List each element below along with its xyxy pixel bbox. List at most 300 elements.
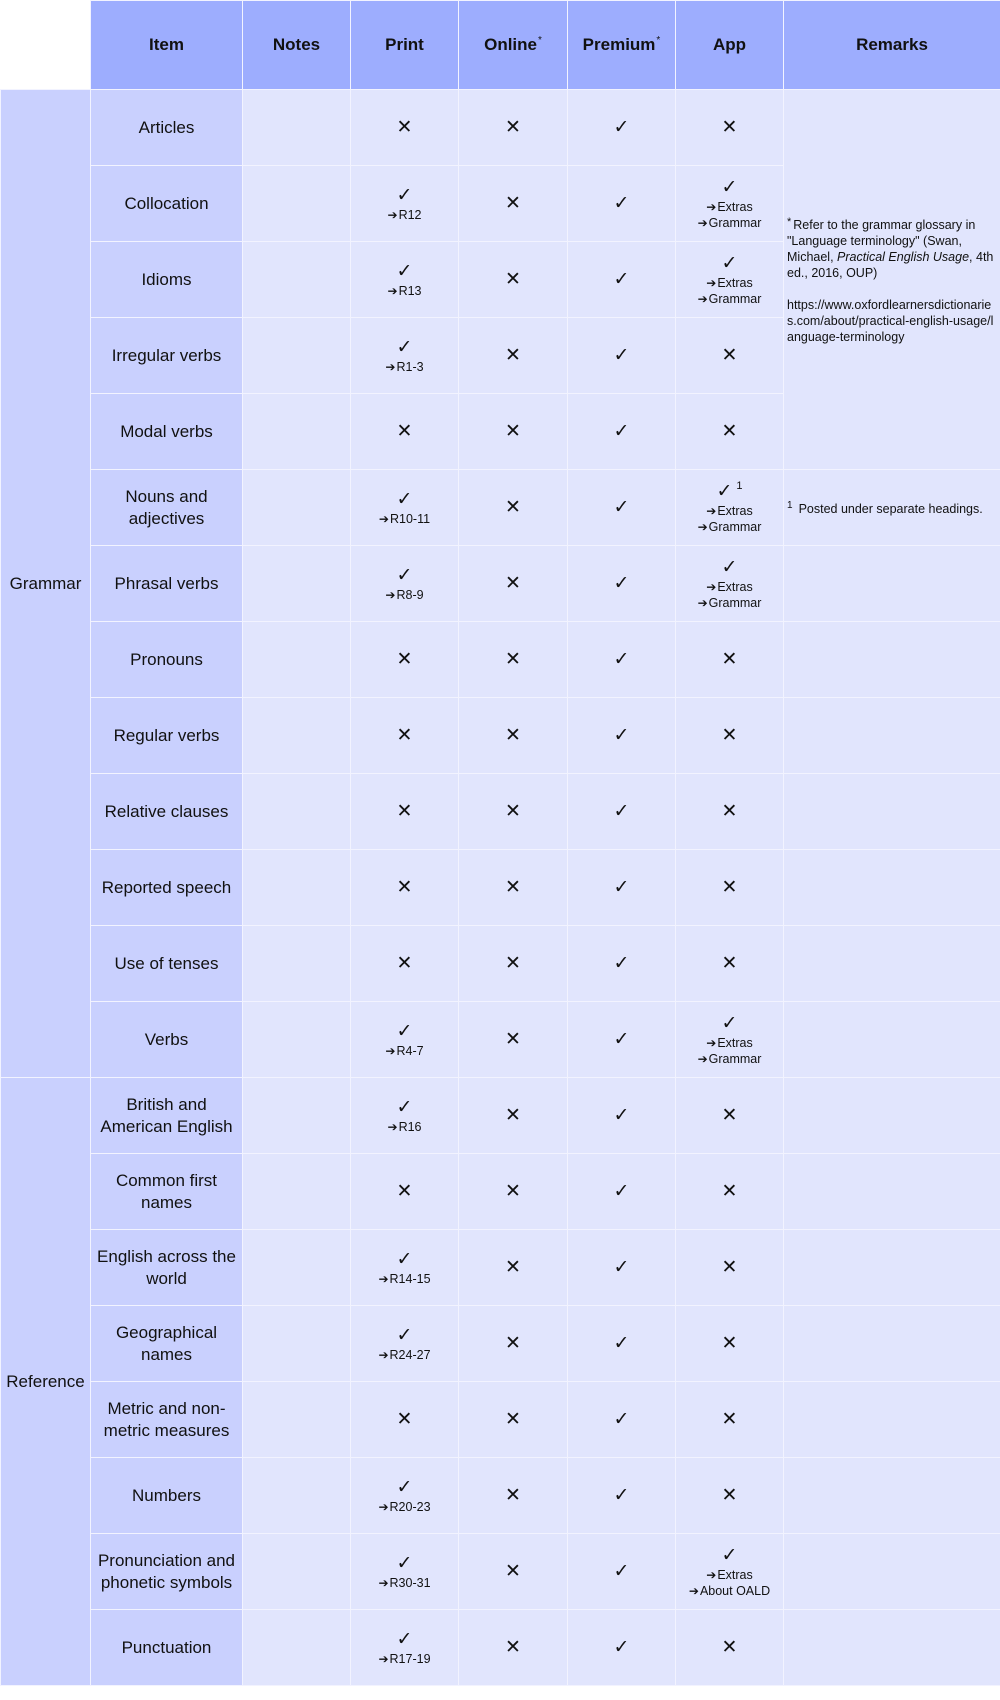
app-cell [676,242,784,318]
item-name: English across the world [91,1230,243,1306]
app-reference-extras: ➔ Extras [676,199,783,215]
app-cell [676,1002,784,1078]
print-cell [351,926,459,1002]
premium-mark: ✓ [613,876,630,898]
premium-cell [568,546,676,622]
item-name: Pronunciation and phonetic symbols [91,1534,243,1610]
premium-cell [568,622,676,698]
premium-mark: ✓ [613,420,630,442]
online-mark: ✕ [505,116,521,138]
online-cell [459,90,568,166]
print-mark: ✓ [396,336,413,358]
notes-cell [243,318,351,394]
app-mark-symbol: ✕ [721,1484,738,1506]
glossary-text-end: , 4th ed., 2016, OUP) [787,250,994,280]
notes-cell [243,166,351,242]
header-online: Online* [459,1,568,90]
app-cell [676,1610,784,1686]
app-cell [676,318,784,394]
app-cell [676,394,784,470]
premium-mark: ✓ [613,1028,630,1050]
app-reference-section: ➔ Grammar [676,1051,783,1067]
online-cell [459,318,568,394]
premium-cell [568,166,676,242]
online-cell [459,242,568,318]
remarks-cell [784,1534,1000,1610]
item-name: Common first names [91,1154,243,1230]
remarks-cell [784,698,1000,774]
premium-cell [568,90,676,166]
premium-mark: ✓ [613,192,630,214]
premium-mark: ✓ [613,1332,630,1354]
online-cell [459,546,568,622]
item-name: Nouns and adjectives [91,470,243,546]
notes-cell [243,546,351,622]
online-mark: ✕ [505,724,521,746]
print-mark: ✕ [396,1408,413,1430]
premium-mark: ✓ [613,1104,630,1126]
table-row [1,1230,1000,1306]
premium-cell [568,1230,676,1306]
notes-cell [243,850,351,926]
print-cell [351,166,459,242]
app-mark-symbol: ✕ [721,952,738,974]
online-cell [459,774,568,850]
app-mark-symbol: ✕ [721,724,738,746]
print-cell [351,1458,459,1534]
online-cell [459,1382,568,1458]
print-mark: ✓ [396,260,413,282]
premium-mark: ✓ [613,1256,630,1278]
app-reference-section: ➔ Grammar [676,291,783,307]
app-mark-symbol: ✕ [721,1104,738,1126]
remarks-cell [784,546,1000,622]
online-cell [459,698,568,774]
app-cell [676,926,784,1002]
app-mark [676,253,783,275]
app-mark-symbol: ✕ [721,344,738,366]
table-row [1,622,1000,698]
item-name: Use of tenses [91,926,243,1002]
app-mark [676,1257,783,1279]
app-mark [676,345,783,367]
print-reference: ➔ R16 [351,1119,458,1135]
print-reference: ➔ R10-11 [351,511,458,527]
premium-cell [568,850,676,926]
notes-cell [243,774,351,850]
header-print: Print [351,1,459,90]
app-reference-section: ➔ About OALD [676,1583,783,1599]
online-mark: ✕ [505,648,521,670]
app-mark-symbol: ✕ [721,876,738,898]
app-cell [676,1078,784,1154]
app-reference-section: ➔ Grammar [676,519,783,535]
premium-cell [568,1382,676,1458]
notes-cell [243,622,351,698]
app-cell [676,546,784,622]
app-mark [676,557,783,579]
print-cell [351,1534,459,1610]
item-name: British and American English [91,1078,243,1154]
remarks-footnote [784,470,1000,546]
app-cell [676,166,784,242]
print-mark: ✓ [396,1476,413,1498]
notes-cell [243,1534,351,1610]
notes-cell [243,470,351,546]
print-cell [351,622,459,698]
app-cell [676,1534,784,1610]
item-name: Idioms [91,242,243,318]
print-mark: ✓ [396,1628,413,1650]
online-mark: ✕ [505,876,521,898]
print-mark: ✕ [396,648,413,670]
online-mark: ✕ [505,344,521,366]
online-cell [459,470,568,546]
premium-cell [568,774,676,850]
app-mark-symbol: ✓ [721,252,738,274]
online-mark: ✕ [505,420,521,442]
app-cell [676,1458,784,1534]
print-reference: ➔ R20-23 [351,1499,458,1515]
app-mark-symbol: ✕ [721,800,738,822]
print-mark: ✓ [396,564,413,586]
item-name: Reported speech [91,850,243,926]
online-mark: ✕ [505,496,521,518]
app-mark [676,1105,783,1127]
app-reference-extras: ➔ Extras [676,1567,783,1583]
table-row [1,1002,1000,1078]
print-cell [351,242,459,318]
app-mark-symbol: ✕ [721,1332,738,1354]
print-cell [351,90,459,166]
remarks-cell [784,1610,1000,1686]
table-row [1,470,1000,546]
print-reference: ➔ R1-3 [351,359,458,375]
print-reference: ➔ R30-31 [351,1575,458,1591]
table-row [1,926,1000,1002]
print-cell [351,1610,459,1686]
app-mark-symbol: ✓ [721,1544,738,1566]
online-asterisk: * [538,35,542,46]
table-row [1,774,1000,850]
app-mark [676,1181,783,1203]
app-reference-section: ➔ Grammar [676,215,783,231]
app-cell [676,698,784,774]
item-name: Articles [91,90,243,166]
app-mark [676,1545,783,1567]
print-reference: ➔ R13 [351,283,458,299]
print-cell [351,774,459,850]
online-mark: ✕ [505,1028,521,1050]
online-cell [459,394,568,470]
app-mark-symbol: ✓ [721,556,738,578]
premium-cell [568,242,676,318]
premium-cell [568,318,676,394]
app-cell [676,90,784,166]
glossary-url[interactable]: https://www.oxfordlearnersdictionaries.com/about/practical-english-usage/language-terminology [787,298,994,344]
app-mark-symbol: ✓ [721,176,738,198]
print-cell [351,698,459,774]
remarks-cell [784,1154,1000,1230]
print-mark: ✓ [396,1248,413,1270]
app-footnote-marker: 1 [736,479,743,492]
category-reference: Reference [1,1078,91,1686]
app-cell [676,1306,784,1382]
header-blank-cell [1,1,91,90]
print-cell [351,1382,459,1458]
app-mark-symbol: ✕ [721,420,738,442]
table-row [1,850,1000,926]
online-cell [459,1534,568,1610]
print-mark: ✓ [396,1020,413,1042]
remarks-cell [784,1078,1000,1154]
item-name: Verbs [91,1002,243,1078]
online-cell [459,1458,568,1534]
print-reference: ➔ R17-19 [351,1651,458,1667]
premium-mark: ✓ [613,1560,630,1582]
item-name: Relative clauses [91,774,243,850]
premium-mark: ✓ [613,1484,630,1506]
print-reference: ➔ R14-15 [351,1271,458,1287]
app-mark-symbol: ✕ [721,1636,738,1658]
header-remarks: Remarks [784,1,1000,90]
item-name: Numbers [91,1458,243,1534]
premium-cell [568,394,676,470]
table-row [1,1306,1000,1382]
premium-mark: ✓ [613,496,630,518]
print-mark: ✓ [396,1096,413,1118]
app-mark [676,649,783,671]
print-cell [351,470,459,546]
item-name: Modal verbs [91,394,243,470]
app-mark [676,953,783,975]
notes-cell [243,1458,351,1534]
online-cell [459,166,568,242]
print-cell [351,1002,459,1078]
remarks-cell [784,850,1000,926]
table-row [1,1078,1000,1154]
table-row [1,698,1000,774]
premium-cell [568,470,676,546]
table-row [1,90,1000,166]
online-mark: ✕ [505,268,521,290]
online-cell [459,926,568,1002]
print-mark: ✓ [396,488,413,510]
online-cell [459,1078,568,1154]
print-mark: ✓ [396,1552,413,1574]
app-mark [676,1013,783,1035]
premium-cell [568,1458,676,1534]
app-reference-extras: ➔ Extras [676,275,783,291]
item-name: Phrasal verbs [91,546,243,622]
item-name: Geographical names [91,1306,243,1382]
premium-mark: ✓ [613,1636,630,1658]
remarks-cell [784,1230,1000,1306]
remarks-glossary [784,90,1000,470]
app-mark [676,117,783,139]
print-cell [351,1078,459,1154]
premium-mark: ✓ [613,648,630,670]
table-row [1,1382,1000,1458]
print-cell [351,1230,459,1306]
print-cell [351,318,459,394]
premium-cell [568,926,676,1002]
print-cell [351,1306,459,1382]
online-cell [459,850,568,926]
premium-mark: ✓ [613,268,630,290]
app-mark-symbol: ✕ [721,116,738,138]
premium-cell [568,1610,676,1686]
premium-mark: ✓ [613,116,630,138]
footnote-number: 1 [787,500,793,511]
app-reference-extras: ➔ Extras [676,1035,783,1051]
app-mark [676,1333,783,1355]
print-mark: ✕ [396,800,413,822]
print-cell [351,394,459,470]
table-row [1,1154,1000,1230]
table-row [1,1458,1000,1534]
print-reference: ➔ R12 [351,207,458,223]
app-cell [676,1230,784,1306]
header-row [1,1,1000,90]
online-mark: ✕ [505,1180,521,1202]
remarks-cell [784,622,1000,698]
notes-cell [243,394,351,470]
online-cell [459,1610,568,1686]
notes-cell [243,1610,351,1686]
app-mark [676,1409,783,1431]
app-mark-symbol: ✓ [716,480,733,502]
app-mark-symbol: ✕ [721,1408,738,1430]
premium-mark: ✓ [613,344,630,366]
header-premium: Premium* [568,1,676,90]
table-row [1,1534,1000,1610]
online-mark: ✕ [505,952,521,974]
app-mark [676,481,783,503]
category-grammar: Grammar [1,90,91,1078]
app-reference-section: ➔ Grammar [676,595,783,611]
online-mark: ✕ [505,1408,521,1430]
notes-cell [243,1002,351,1078]
online-cell [459,1306,568,1382]
print-cell [351,1154,459,1230]
app-reference-extras: ➔ Extras [676,579,783,595]
premium-cell [568,1078,676,1154]
notes-cell [243,242,351,318]
header-item: Item [91,1,243,90]
online-mark: ✕ [505,1332,521,1354]
app-reference-extras: ➔ Extras [676,503,783,519]
print-mark: ✕ [396,420,413,442]
app-mark-symbol: ✕ [721,648,738,670]
premium-mark: ✓ [613,952,630,974]
glossary-asterisk: * [787,216,792,228]
online-mark: ✕ [505,1560,521,1582]
premium-cell [568,698,676,774]
app-cell [676,774,784,850]
online-mark: ✕ [505,572,521,594]
app-mark [676,177,783,199]
premium-mark: ✓ [613,800,630,822]
print-cell [351,546,459,622]
app-mark [676,421,783,443]
print-reference: ➔ R4-7 [351,1043,458,1059]
app-mark [676,725,783,747]
online-cell [459,1002,568,1078]
print-mark: ✓ [396,184,413,206]
app-mark [676,801,783,823]
print-mark: ✕ [396,724,413,746]
notes-cell [243,926,351,1002]
print-cell [351,850,459,926]
remarks-cell [784,1382,1000,1458]
app-cell [676,470,784,546]
item-name: Irregular verbs [91,318,243,394]
print-reference: ➔ R8-9 [351,587,458,603]
online-cell [459,1230,568,1306]
app-mark [676,1637,783,1659]
item-name: Metric and non-metric measures [91,1382,243,1458]
item-name: Pronouns [91,622,243,698]
online-mark: ✕ [505,800,521,822]
app-mark-symbol: ✓ [721,1012,738,1034]
app-cell [676,1154,784,1230]
notes-cell [243,1306,351,1382]
print-mark: ✓ [396,1324,413,1346]
app-mark-symbol: ✕ [721,1180,738,1202]
online-mark: ✕ [505,192,521,214]
remarks-cell [784,1458,1000,1534]
header-notes: Notes [243,1,351,90]
print-mark: ✕ [396,876,413,898]
premium-cell [568,1534,676,1610]
notes-cell [243,1382,351,1458]
print-reference: ➔ R24-27 [351,1347,458,1363]
print-mark: ✕ [396,116,413,138]
header-app: App [676,1,784,90]
app-cell [676,850,784,926]
premium-cell [568,1306,676,1382]
online-cell [459,1154,568,1230]
notes-cell [243,1230,351,1306]
remarks-cell [784,926,1000,1002]
premium-asterisk: * [656,35,661,46]
online-mark: ✕ [505,1104,521,1126]
glossary-text-start: Refer to the grammar glossary in "Language terminology" (Swan, Michael, [787,218,976,264]
print-mark: ✕ [396,952,413,974]
app-cell [676,1382,784,1458]
app-cell [676,622,784,698]
table-row [1,1610,1000,1686]
notes-cell [243,698,351,774]
glossary-book-title: Practical English Usage [837,250,970,264]
print-mark: ✕ [396,1180,413,1202]
notes-cell [243,1154,351,1230]
item-name: Punctuation [91,1610,243,1686]
online-mark: ✕ [505,1256,521,1278]
item-name: Collocation [91,166,243,242]
table-row [1,546,1000,622]
premium-cell [568,1154,676,1230]
remarks-cell [784,774,1000,850]
premium-mark: ✓ [613,1408,630,1430]
app-mark [676,1485,783,1507]
item-name: Regular verbs [91,698,243,774]
notes-cell [243,90,351,166]
online-mark: ✕ [505,1484,521,1506]
premium-mark: ✓ [613,724,630,746]
premium-cell [568,1002,676,1078]
